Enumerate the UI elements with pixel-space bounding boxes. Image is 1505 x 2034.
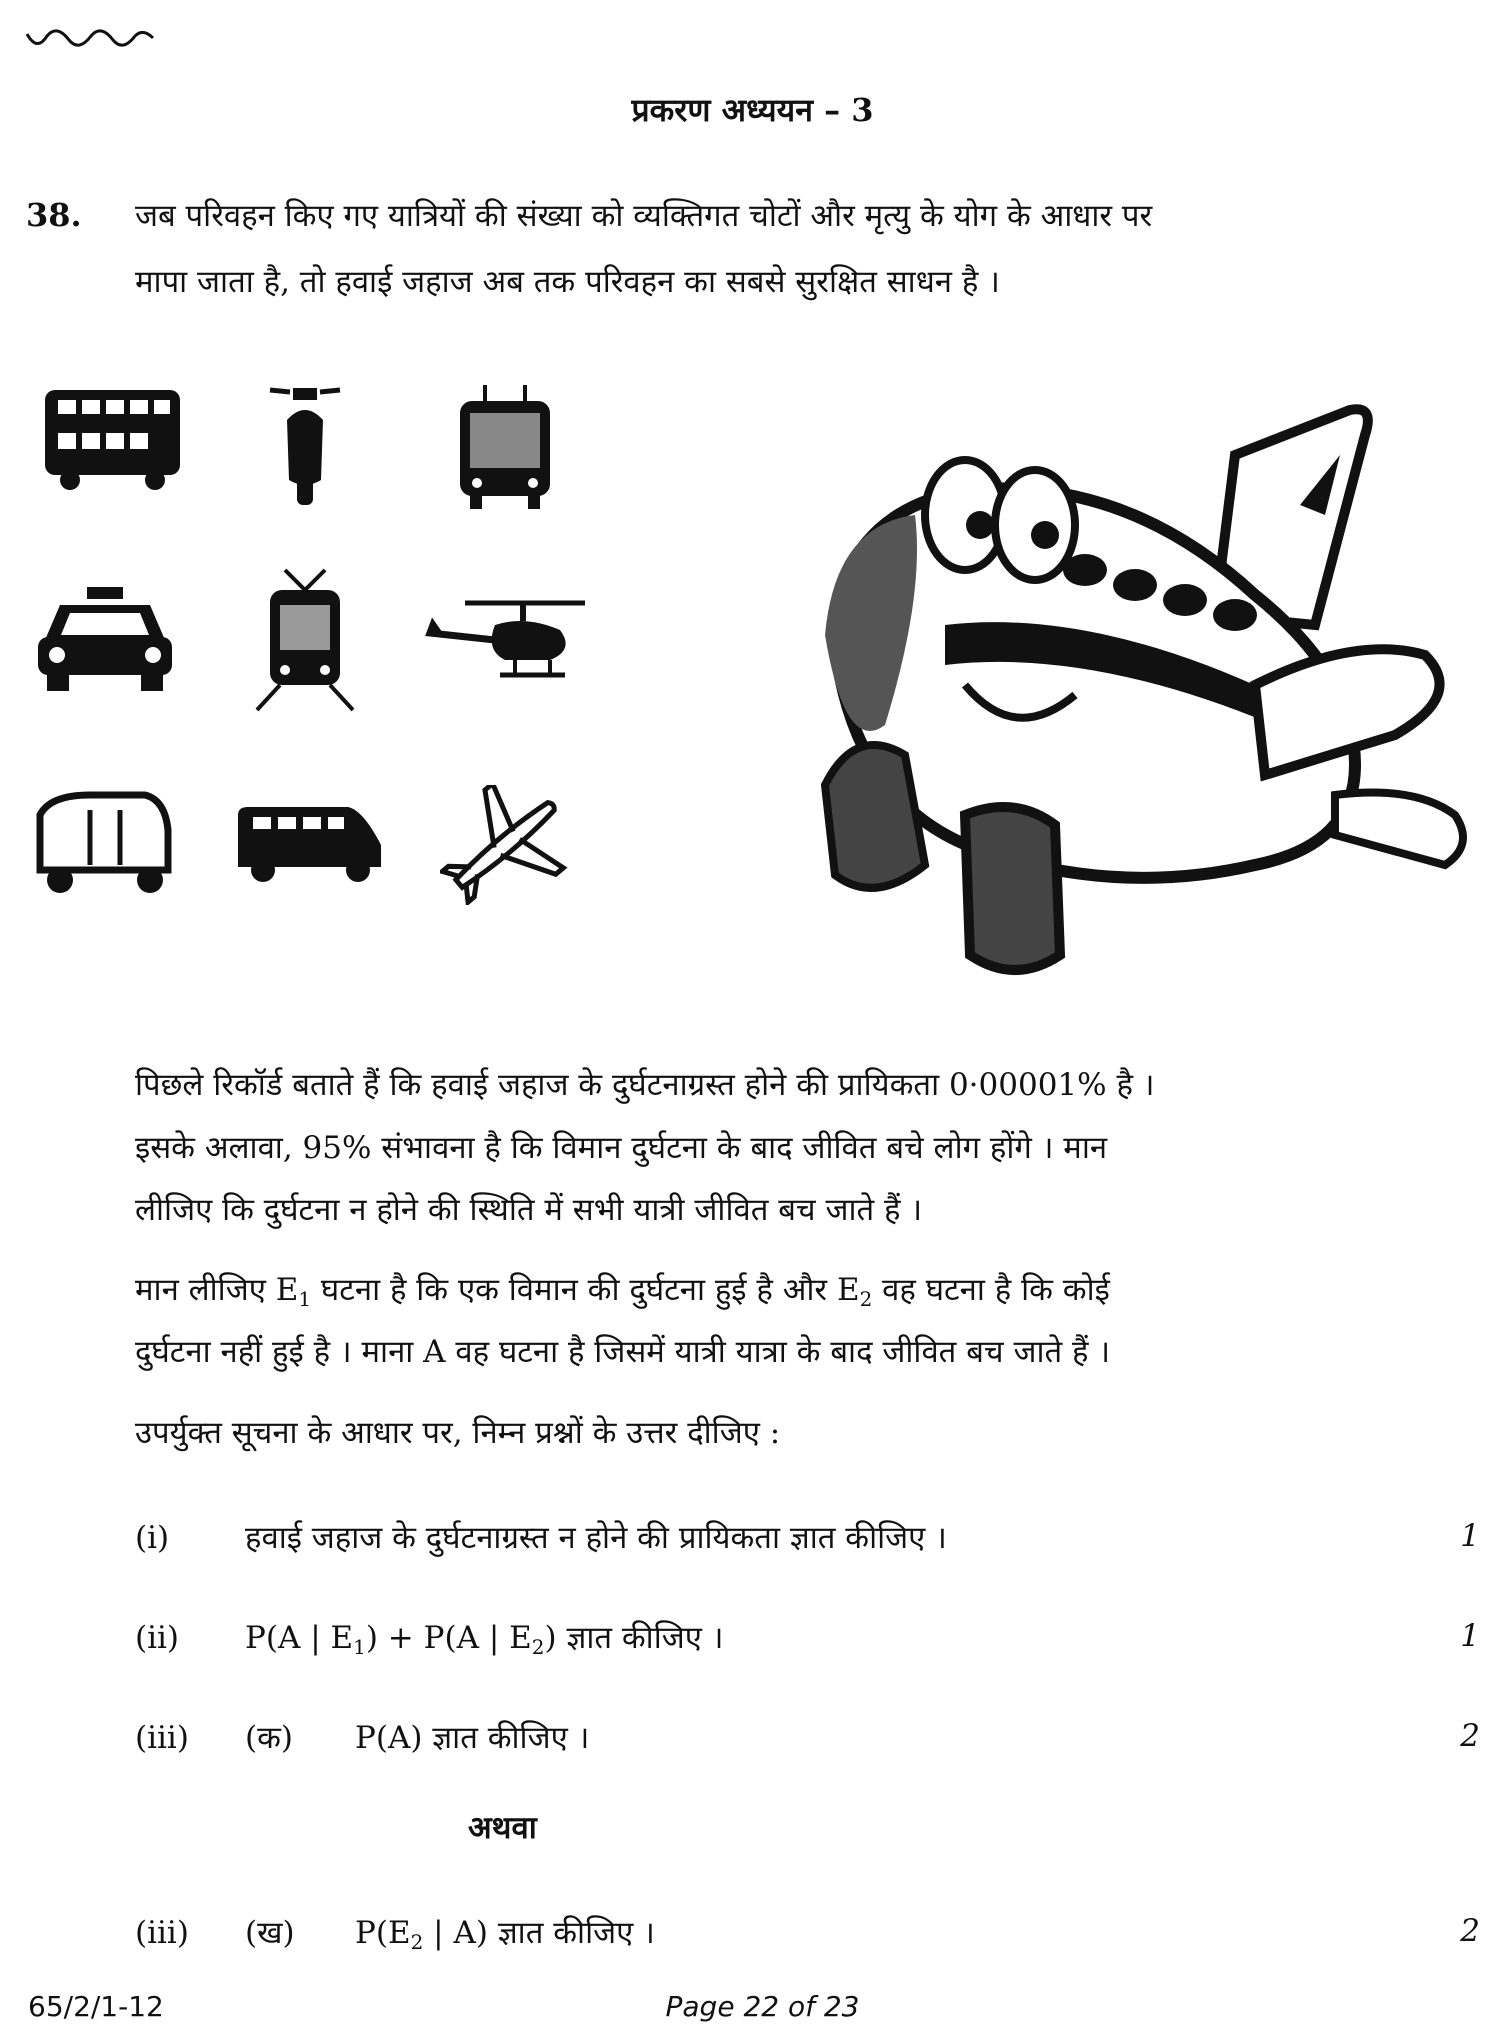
para1-line-1: पिछले रिकॉर्ड बताते हैं कि हवाई जहाज के दुर्घटनाग्रस्त होने की प्रायिकता 0·00001% है ।: [135, 1067, 1155, 1103]
auto-rickshaw-icon: [30, 790, 180, 900]
tram-front-icon: [455, 383, 555, 513]
intro-line-2: मापा जाता है, तो हवाई जहाज अब तक परिवहन का सबसे सुरक्षित साधन है ।: [135, 264, 1000, 300]
page-title: प्रकरण अध्ययन – 3: [631, 91, 874, 129]
airplane-icon: [440, 785, 570, 905]
para1-line-3: लीजिए कि दुर्घटना न होने की स्थिति में सभी यात्री जीवित बच जाते हैं ।: [135, 1192, 923, 1228]
part-iii-a-marks: 2: [1460, 1718, 1480, 1754]
para2-line-2: दुर्घटना नहीं हुई है । माना A वह घटना है जिसमें यात्री यात्रा के बाद जीवित बच जाते हैं ।: [135, 1334, 1111, 1370]
text: P(E: [355, 1915, 411, 1951]
part-iii-a-text: P(A) ज्ञात कीजिए ।: [355, 1720, 590, 1756]
double-decker-bus-icon: [40, 385, 185, 495]
or-label: अथवा: [468, 1810, 537, 1846]
helicopter-icon: [425, 595, 590, 690]
subscript: 2: [410, 1930, 424, 1954]
squiggle-mark: [25, 28, 155, 52]
text: वह घटना है कि कोई: [872, 1272, 1110, 1308]
part-iii-b-marks: 2: [1460, 1913, 1480, 1949]
subscript: 1: [353, 1635, 366, 1659]
part-iii-a-label: (iii): [135, 1720, 189, 1756]
paper-code: 65/2/1-12: [28, 1990, 164, 2023]
subscript: 2: [859, 1287, 873, 1311]
part-ii-text: [245, 1618, 724, 1667]
page-number: Page 22 of 23: [665, 1990, 860, 2023]
para1-line-2: इसके अलावा, 95% संभावना है कि विमान दुर्घटना के बाद जीवित बचे लोग होंगे । मान: [135, 1130, 1108, 1166]
text: | A) ज्ञात कीजिए ।: [423, 1915, 655, 1951]
train-icon: [255, 565, 355, 715]
text: P(A | E: [245, 1620, 354, 1656]
part-i-label: (i): [135, 1520, 170, 1556]
text: ) ज्ञात कीजिए ।: [544, 1620, 724, 1656]
text: ) + P(A | E: [365, 1620, 532, 1656]
text: मान लीजिए E: [135, 1272, 299, 1308]
cartoon-airplane-illustration: [795, 395, 1485, 985]
para3-line: उपर्युक्त सूचना के आधार पर, निम्न प्रश्नों के उत्तर दीजिए :: [135, 1415, 781, 1451]
part-ii-marks: 1: [1460, 1618, 1480, 1654]
van-icon: [233, 805, 385, 885]
part-iii-b-label: (iii): [135, 1915, 189, 1951]
taxi-icon: [35, 585, 175, 695]
text: घटना है कि एक विमान की दुर्घटना हुई है और E: [311, 1272, 860, 1308]
part-ii-label: (ii): [135, 1620, 180, 1656]
subscript: 1: [298, 1287, 312, 1311]
part-iii-b-sublabel: (ख): [245, 1915, 295, 1951]
question-number: 38.: [26, 196, 82, 234]
scooter-icon: [265, 380, 345, 510]
para2-line-1: [135, 1270, 1110, 1319]
part-iii-a-sublabel: (क): [245, 1720, 293, 1756]
subscript: 2: [531, 1635, 545, 1659]
intro-line-1: जब परिवहन किए गए यात्रियों की संख्या को व्यक्तिगत चोटों और मृत्यु के योग के आधार पर: [135, 198, 1153, 234]
part-i-marks: 1: [1460, 1518, 1480, 1554]
part-iii-b-text: [355, 1913, 655, 1962]
part-i-text: हवाई जहाज के दुर्घटनाग्रस्त न होने की प्रायिकता ज्ञात कीजिए ।: [245, 1520, 947, 1556]
